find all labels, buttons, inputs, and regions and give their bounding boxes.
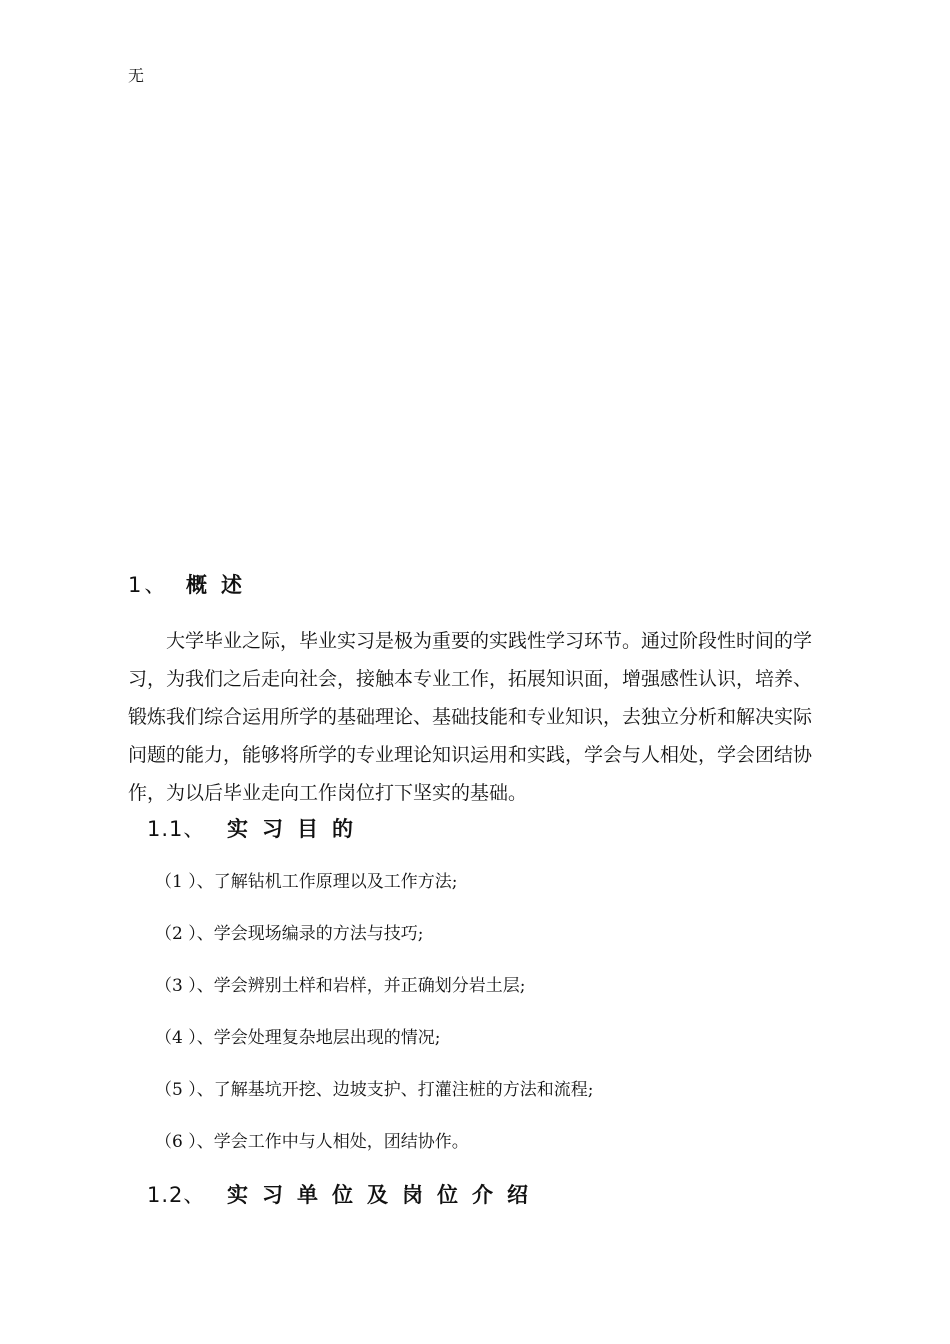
purpose-list-item: （2 ）、学会现场编录的方法与技巧; bbox=[155, 924, 424, 944]
section-title: 概述 bbox=[186, 573, 256, 597]
paragraph-line: 大学毕业之际，毕业实习是极为重要的实践性学习环节。通过阶段性时间的学 bbox=[166, 630, 813, 652]
purpose-list-item: （4 ）、学会处理复杂地层出现的情况; bbox=[155, 1028, 441, 1048]
purpose-list-item: （1 ）、了解钻机工作原理以及工作方法; bbox=[155, 872, 458, 892]
page-top-mark: 无 bbox=[128, 66, 145, 85]
paragraph-line: 习，为我们之后走向社会，接触本专业工作，拓展知识面，增强感性认识，培养、 bbox=[128, 668, 813, 690]
paragraph-line: 锻炼我们综合运用所学的基础理论、基础技能和专业知识，去独立分析和解决实际 bbox=[128, 706, 813, 728]
subsection-heading-purpose bbox=[147, 814, 367, 844]
subsection-number: 1.1、 bbox=[147, 817, 206, 841]
section-number: 1、 bbox=[128, 573, 169, 597]
paragraph-line: 问题的能力，能够将所学的专业理论知识运用和实践，学会与人相处，学会团结协 bbox=[128, 744, 813, 766]
subsection-title: 实习单位及岗位介绍 bbox=[227, 1183, 542, 1207]
purpose-list-item: （6 ）、学会工作中与人相处，团结协作。 bbox=[155, 1132, 469, 1152]
purpose-list-item: （3 ）、学会辨别土样和岩样，并正确划分岩土层; bbox=[155, 976, 526, 996]
subsection-number: 1.2、 bbox=[147, 1183, 206, 1207]
subsection-heading-company bbox=[147, 1180, 542, 1210]
purpose-list-item: （5 ）、了解基坑开挖、边坡支护、打灌注桩的方法和流程; bbox=[155, 1080, 594, 1100]
overview-paragraph bbox=[128, 622, 840, 812]
section-heading-overview bbox=[128, 570, 256, 600]
subsection-title: 实习目的 bbox=[227, 817, 367, 841]
paragraph-line: 作，为以后毕业走向工作岗位打下坚实的基础。 bbox=[128, 782, 528, 804]
